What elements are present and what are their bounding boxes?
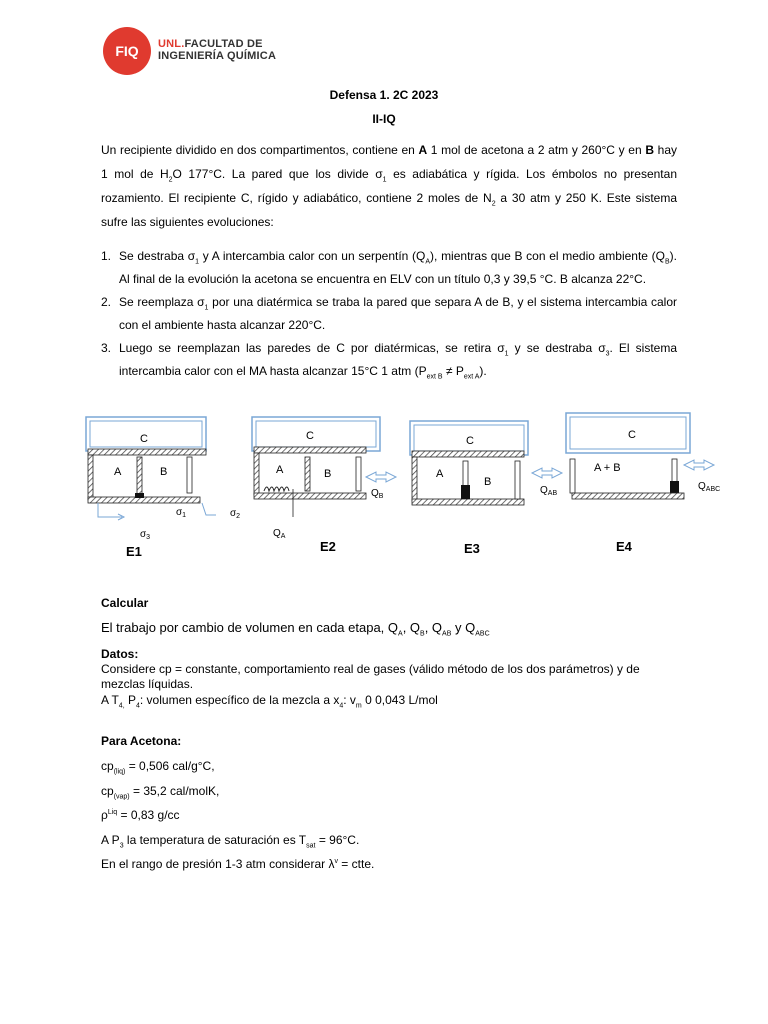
process-diagram bbox=[80, 405, 730, 565]
svg-text:C: C bbox=[628, 429, 636, 441]
svg-text:σ1: $\sigma_1$ bbox=[176, 507, 187, 519]
datos-line1: Considere cp = constante, comportamiento real de gases (válido método de los dos parámetros) y de mezclas líquidas. bbox=[101, 662, 640, 691]
svg-text:C: C bbox=[466, 435, 474, 447]
document-subtitle: II-IQ bbox=[372, 112, 396, 126]
svg-text:QB: $Q_B$ bbox=[371, 488, 384, 500]
calcular-heading: Calcular bbox=[101, 596, 149, 610]
calcular-text: El trabajo por cambio de volumen en cada etapa, $Q_A$, $Q_B$, $Q_{AB}$ y $Q_{ABC}$ bbox=[101, 620, 490, 638]
svg-text:A: A bbox=[436, 468, 444, 480]
svg-text:QAB: $Q_{AB}$ bbox=[540, 485, 558, 497]
state-e4 bbox=[566, 413, 720, 554]
svg-text:σ3: $\sigma_3$ bbox=[140, 529, 151, 541]
cp-vapor: $cp_{(vap)} = 35,2$ cal/molK, bbox=[101, 784, 220, 801]
state-e1 bbox=[86, 417, 240, 559]
evolution-steps bbox=[101, 245, 677, 383]
acetona-heading: Para Acetona: bbox=[101, 734, 182, 748]
svg-text:B: B bbox=[160, 466, 168, 478]
state-e3 bbox=[410, 421, 562, 556]
step-item: 3. Luego se reemplazan las paredes de C por diatérmicas, se retira $\sigma_1$ y se destraba $\sigma_3$. El sistema intercambia calor con el MA hasta alcanzar 15°C 1 atm $(P_{ext B} \ne P_{ext A})$. bbox=[101, 341, 677, 381]
svg-text:C: C bbox=[306, 430, 314, 442]
svg-text:B: B bbox=[484, 476, 492, 488]
fiq-logo: FIQ bbox=[103, 27, 151, 75]
svg-text:C: C bbox=[140, 433, 148, 445]
svg-text:A: A bbox=[114, 466, 122, 478]
density-liquid: $\rho^{Liq} = 0,83$ g/cc bbox=[101, 808, 180, 822]
step-item: 2. Se reemplaza $\sigma_1$ por una diatérmica se traba la pared que separa A de B, y el sistema intercambia calor con el ambiente hasta alcanzar 220°C. bbox=[101, 295, 677, 332]
saturation-temperature: A $P_3$ la temperatura de saturación es $T_{sat} = 96^\circ C$. bbox=[101, 833, 360, 850]
cp-liquid: $cp_{(liq)} = 0,506$ cal/g°C, bbox=[101, 759, 215, 776]
svg-text:σ2: $\sigma_2$ bbox=[230, 508, 241, 520]
svg-text:E2: E2 bbox=[320, 539, 336, 554]
svg-text:A + B: A + B bbox=[594, 462, 621, 474]
svg-text:E4: E4 bbox=[616, 539, 632, 554]
step-item: 1. Se destraba $\sigma_1$ y A intercambia calor con un serpentín $(Q_A)$, mientras que B con el medio ambiente $(Q_B)$. Al final de la evolución la acetona se encuentra en ELV con un título 0,3 y 39,5 °C. B alcanza 22°C. bbox=[101, 249, 678, 286]
latent-heat-note: En el rango de presión 1-3 atm considerar $\lambda^v$ = ctte. bbox=[101, 857, 375, 871]
svg-text:B: B bbox=[324, 468, 332, 480]
state-e2 bbox=[252, 417, 396, 554]
datos-heading: Datos: bbox=[101, 647, 139, 661]
svg-text:QA: $Q_A$ bbox=[273, 528, 286, 540]
svg-text:A: A bbox=[276, 464, 284, 476]
svg-text:E1: E1 bbox=[126, 544, 142, 559]
svg-text:QABC: $Q_{ABC}$ bbox=[698, 481, 721, 493]
svg-text:E3: E3 bbox=[464, 541, 480, 556]
intro-paragraph: Un recipiente dividido en dos compartimentos, contiene en A 1 mol de acetona a 2 atm y 260°C y en B hay 1 mol de $H_2O$ 177°C. La pared que los divide $\sigma_1$ es adiabática y rígida. Los émbolos no presentan rozamiento. El recipiente C, rígido y adiabático, contiene 2 moles de $N_2$ a 30 atm y 250 K. Este sistema sufre las siguientes evoluciones: bbox=[101, 143, 677, 229]
document-title: Defensa 1. 2C 2023 bbox=[329, 88, 439, 102]
datos-line2: A $T_{4,}$ $P_4$: volumen específico de la mezcla a $x_4$: $v_m$ 0 0,043 L/mol bbox=[101, 693, 438, 710]
faculty-logo-text: UNL.FACULTAD DE INGENIERÍA QUÍMICA bbox=[158, 38, 277, 62]
